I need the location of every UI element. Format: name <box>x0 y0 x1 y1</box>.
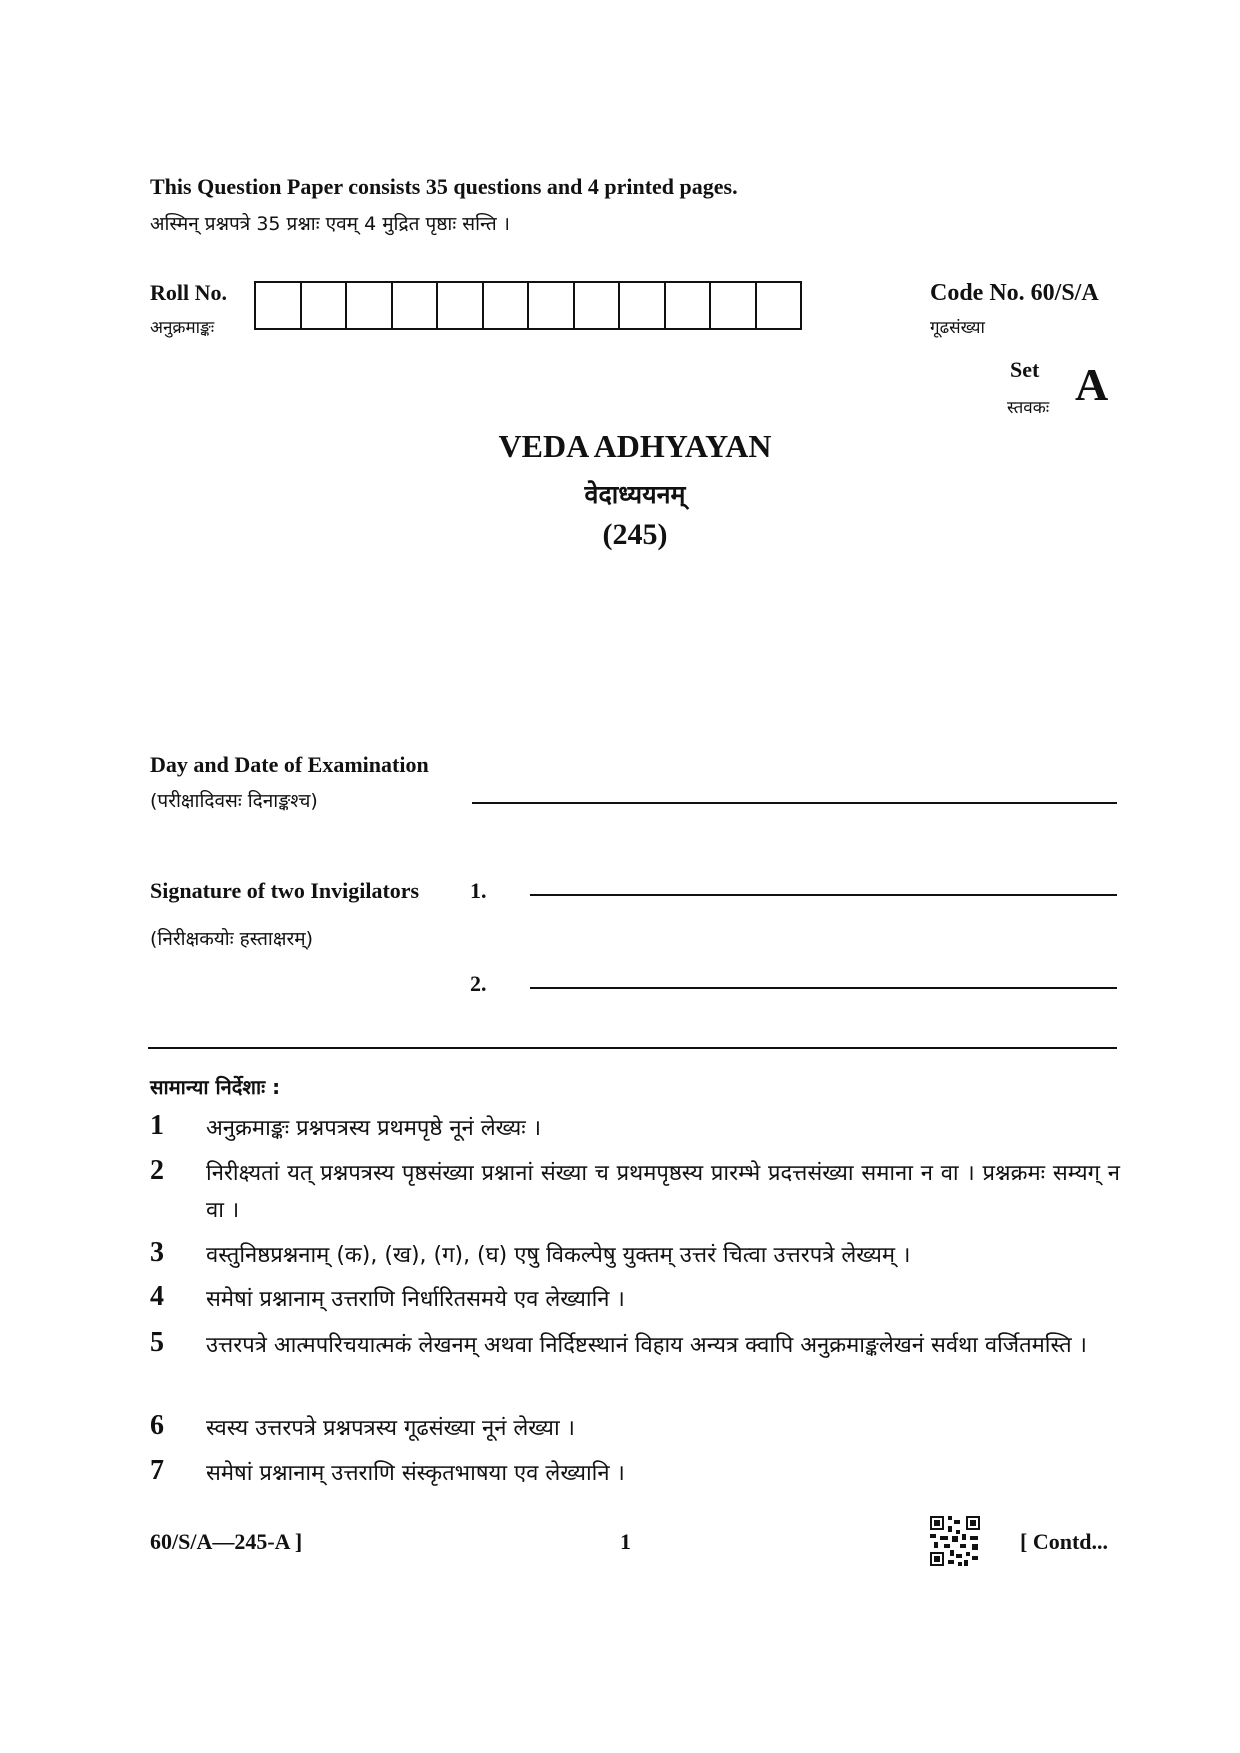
instructions-title: सामान्या निर्देशाः : <box>150 1075 281 1099</box>
signature-1-number: 1. <box>470 878 487 903</box>
code-label-hi: गूढसंख्या <box>930 318 985 338</box>
instruction-text: स्वस्य उत्तरपत्रे प्रश्नपत्रस्य गूढसंख्या नूनं लेख्या । <box>206 1416 575 1441</box>
instruction-item <box>150 1281 1120 1318</box>
subject-code: (245) <box>602 518 668 551</box>
instruction-number: 6 <box>150 1410 164 1441</box>
roll-cell[interactable] <box>256 283 302 328</box>
set-label-hi: स्तवकः <box>1007 398 1050 418</box>
date-label: Day and Date of Examination <box>150 752 429 777</box>
instruction-item <box>150 1110 1120 1147</box>
roll-cell[interactable] <box>575 283 621 328</box>
instruction-number: 7 <box>150 1455 164 1486</box>
instruction-text: वस्तुनिष्ठप्रश्ननाम् (क), (ख), (ग), (घ) एषु विकल्पेषु युक्तम् उत्तरं चित्वा उत्तरपत्रे लेख्यम् । <box>206 1243 911 1268</box>
instruction-item <box>150 1237 1120 1274</box>
signature-1-line[interactable] <box>530 894 1117 896</box>
instruction-number: 4 <box>150 1281 164 1312</box>
roll-cell[interactable] <box>711 283 757 328</box>
signature-2-line[interactable] <box>530 987 1117 989</box>
footer-code: 60/S/A—245-A ] <box>150 1529 303 1554</box>
set-label: Set <box>1010 357 1040 382</box>
roll-label-hi: अनुक्रमाङ्कः <box>150 318 215 338</box>
roll-cell[interactable] <box>666 283 712 328</box>
roll-cell[interactable] <box>302 283 348 328</box>
roll-cell[interactable] <box>529 283 575 328</box>
roll-number-boxes[interactable] <box>254 281 802 330</box>
roll-cell[interactable] <box>757 283 801 328</box>
continued-label: [ Contd... <box>1020 1529 1109 1554</box>
instruction-item <box>150 1327 1120 1364</box>
roll-cell[interactable] <box>347 283 393 328</box>
instruction-number: 3 <box>150 1237 164 1268</box>
page-number: 1 <box>620 1529 631 1554</box>
paper-info-hi: अस्मिन् प्रश्नपत्रे 35 प्रश्नाः एवम् 4 मुद्रित पृष्ठाः सन्ति । <box>150 213 510 235</box>
signature-label: Signature of two Invigilators <box>150 878 420 903</box>
instruction-text: अनुक्रमाङ्कः प्रश्नपत्रस्य प्रथमपृष्ठे नूनं लेख्यः । <box>206 1116 542 1141</box>
instruction-text: समेषां प्रश्नानाम् उत्तराणि संस्कृतभाषया एव लेख्यानि । <box>206 1461 625 1486</box>
roll-cell[interactable] <box>484 283 530 328</box>
signature-2-number: 2. <box>470 971 487 996</box>
subject-title-hi: वेदाध्ययनम् <box>584 480 686 509</box>
instruction-item <box>150 1455 1120 1492</box>
instruction-item <box>150 1155 1120 1229</box>
date-line[interactable] <box>472 802 1117 804</box>
code-number: Code No. 60/S/A <box>930 280 1099 306</box>
roll-cell[interactable] <box>620 283 666 328</box>
roll-label: Roll No. <box>150 280 227 305</box>
instruction-number: 2 <box>150 1155 164 1186</box>
instruction-number: 1 <box>150 1110 164 1141</box>
roll-cell[interactable] <box>438 283 484 328</box>
paper-info-en: This Question Paper consists 35 questions and 4 printed pages. <box>150 174 738 199</box>
section-divider <box>148 1047 1117 1049</box>
instruction-item <box>150 1410 1120 1447</box>
roll-cell[interactable] <box>393 283 439 328</box>
subject-title: VEDA ADHYAYAN <box>498 428 772 464</box>
instruction-text: उत्तरपत्रे आत्मपरिचयात्मकं लेखनम् अथवा निर्दिष्टस्थानं विहाय अन्यत्र क्वापि अनुक्रमाङ्कलेखनं सर्वथा वर्जितमस्ति । <box>206 1333 1087 1358</box>
set-value: A <box>1075 359 1109 410</box>
qr-code-icon <box>930 1516 980 1566</box>
instruction-text: निरीक्ष्यतां यत् प्रश्नपत्रस्य पृष्ठसंख्या प्रश्नानां संख्या च प्रथमपृष्ठस्य प्रारम्भे प्रदत्तसंख्या समाना न वा । प्रश्नक्रमः सम्यग् न वा । <box>206 1161 1120 1223</box>
instruction-text: समेषां प्रश्नानाम् उत्तराणि निर्धारितसमये एव लेख्यानि । <box>206 1287 625 1312</box>
date-label-hi: (परीक्षादिवसः दिनाङ्कश्च) <box>150 790 318 812</box>
instruction-number: 5 <box>150 1327 164 1358</box>
signature-label-hi: (निरीक्षकयोः हस्ताक्षरम्) <box>150 928 314 950</box>
